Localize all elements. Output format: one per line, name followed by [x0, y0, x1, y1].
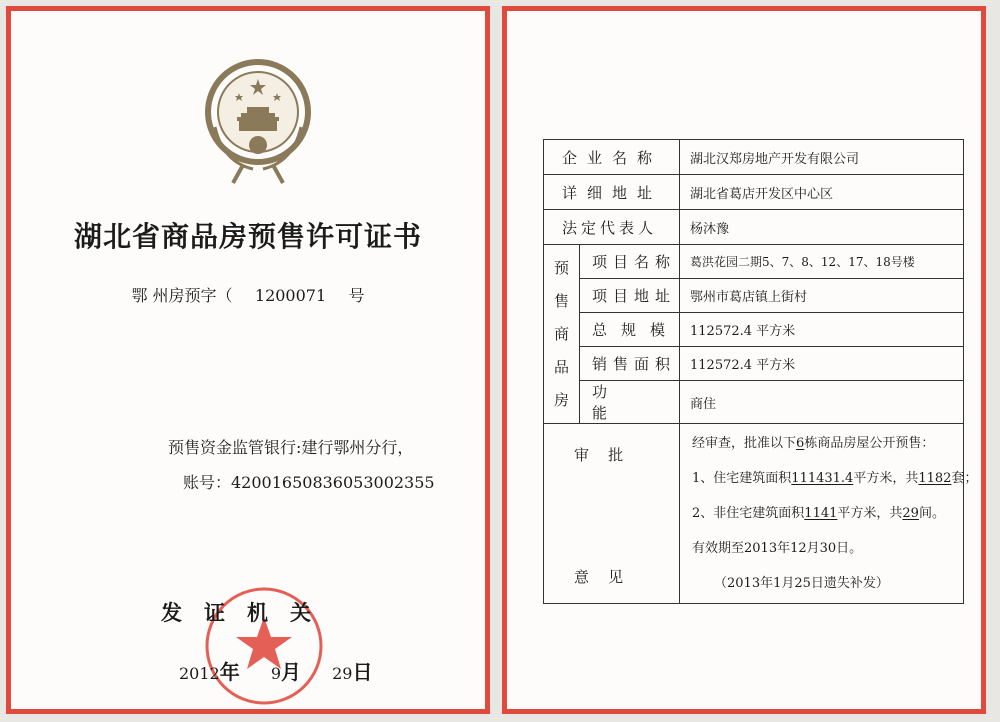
certificate-detail-page — [502, 6, 986, 714]
approval-label-bottom: 意 见 — [574, 567, 624, 586]
issuing-authority-label: 发证机关 — [161, 601, 333, 625]
table-row — [544, 175, 964, 210]
table-row — [544, 140, 964, 175]
approval-line-4: 有效期至2013年12月30日。 — [692, 541, 863, 556]
approval-line-2: 1、住宅建筑面积111431.4平方米，共1182套； — [692, 471, 978, 486]
row-label: 详细地址 — [544, 175, 680, 210]
row-value: 鄂州市葛店镇上街村 — [680, 279, 964, 313]
approval-label-cell — [544, 424, 680, 604]
row-value: 葛洪花园二期5、7、8、12、17、18号楼 — [680, 245, 964, 279]
row-value: 湖北汉郑房地产开发有限公司 — [680, 140, 964, 175]
page-title: 湖北省商品房预售许可证书 — [73, 220, 422, 253]
table-row — [544, 279, 964, 313]
certificate-cover-page — [6, 6, 490, 714]
row-value: 商住 — [680, 381, 964, 424]
year-unit: 年 — [219, 660, 240, 684]
project-info-table — [543, 139, 978, 604]
issue-month: 9 — [270, 664, 281, 683]
national-emblem-icon — [203, 57, 313, 187]
row-label: 项目地址 — [580, 279, 680, 313]
month-unit: 月 — [281, 660, 301, 684]
row-label: 销售面积 — [580, 347, 680, 381]
row-label: 法定代表人 — [544, 210, 680, 245]
permit-number-line — [11, 283, 485, 306]
approval-line-1: 经审查，批准以下6栋商品房屋公开预售： — [692, 436, 935, 451]
issue-date — [179, 656, 372, 685]
row-value: 杨沐豫 — [680, 210, 964, 245]
row-label: 企业名称 — [544, 140, 680, 175]
row-label: 项目名称 — [580, 245, 680, 279]
supervising-bank: 预售资金监管银行:建行鄂州分行， — [168, 438, 414, 457]
row-value: 112572.4 平方米 — [680, 313, 964, 347]
approval-line-3: 2、非住宅建筑面积1141平方米，共29间。 — [692, 506, 945, 521]
bank-account: 账号：42001650836053002355 — [183, 473, 435, 492]
table-row — [544, 381, 964, 424]
table-row — [544, 347, 964, 381]
permit-suffix: 号 — [348, 286, 365, 305]
row-value: 湖北省葛店开发区中心区 — [680, 175, 964, 210]
permit-prefix: 鄂 州房预字（ — [131, 286, 233, 305]
approval-opinion — [680, 424, 978, 604]
permit-number: 1200071 — [254, 286, 327, 305]
table-row — [544, 313, 964, 347]
row-label: 功能 — [580, 381, 680, 424]
issue-day: 29 — [332, 664, 353, 683]
row-value: 112572.4 平方米 — [680, 347, 964, 381]
approval-row — [544, 424, 964, 604]
row-label: 总规模 — [580, 313, 680, 347]
table-row — [544, 245, 964, 279]
table-row — [544, 210, 964, 245]
reissue-note: （2013年1月25日遗失补发） — [714, 576, 889, 591]
approval-label-top: 审 批 — [574, 445, 624, 464]
day-unit: 日 — [352, 660, 373, 684]
issue-year: 2012 — [179, 664, 220, 683]
presale-group-label: 预 售 商 品 房 — [544, 245, 580, 424]
